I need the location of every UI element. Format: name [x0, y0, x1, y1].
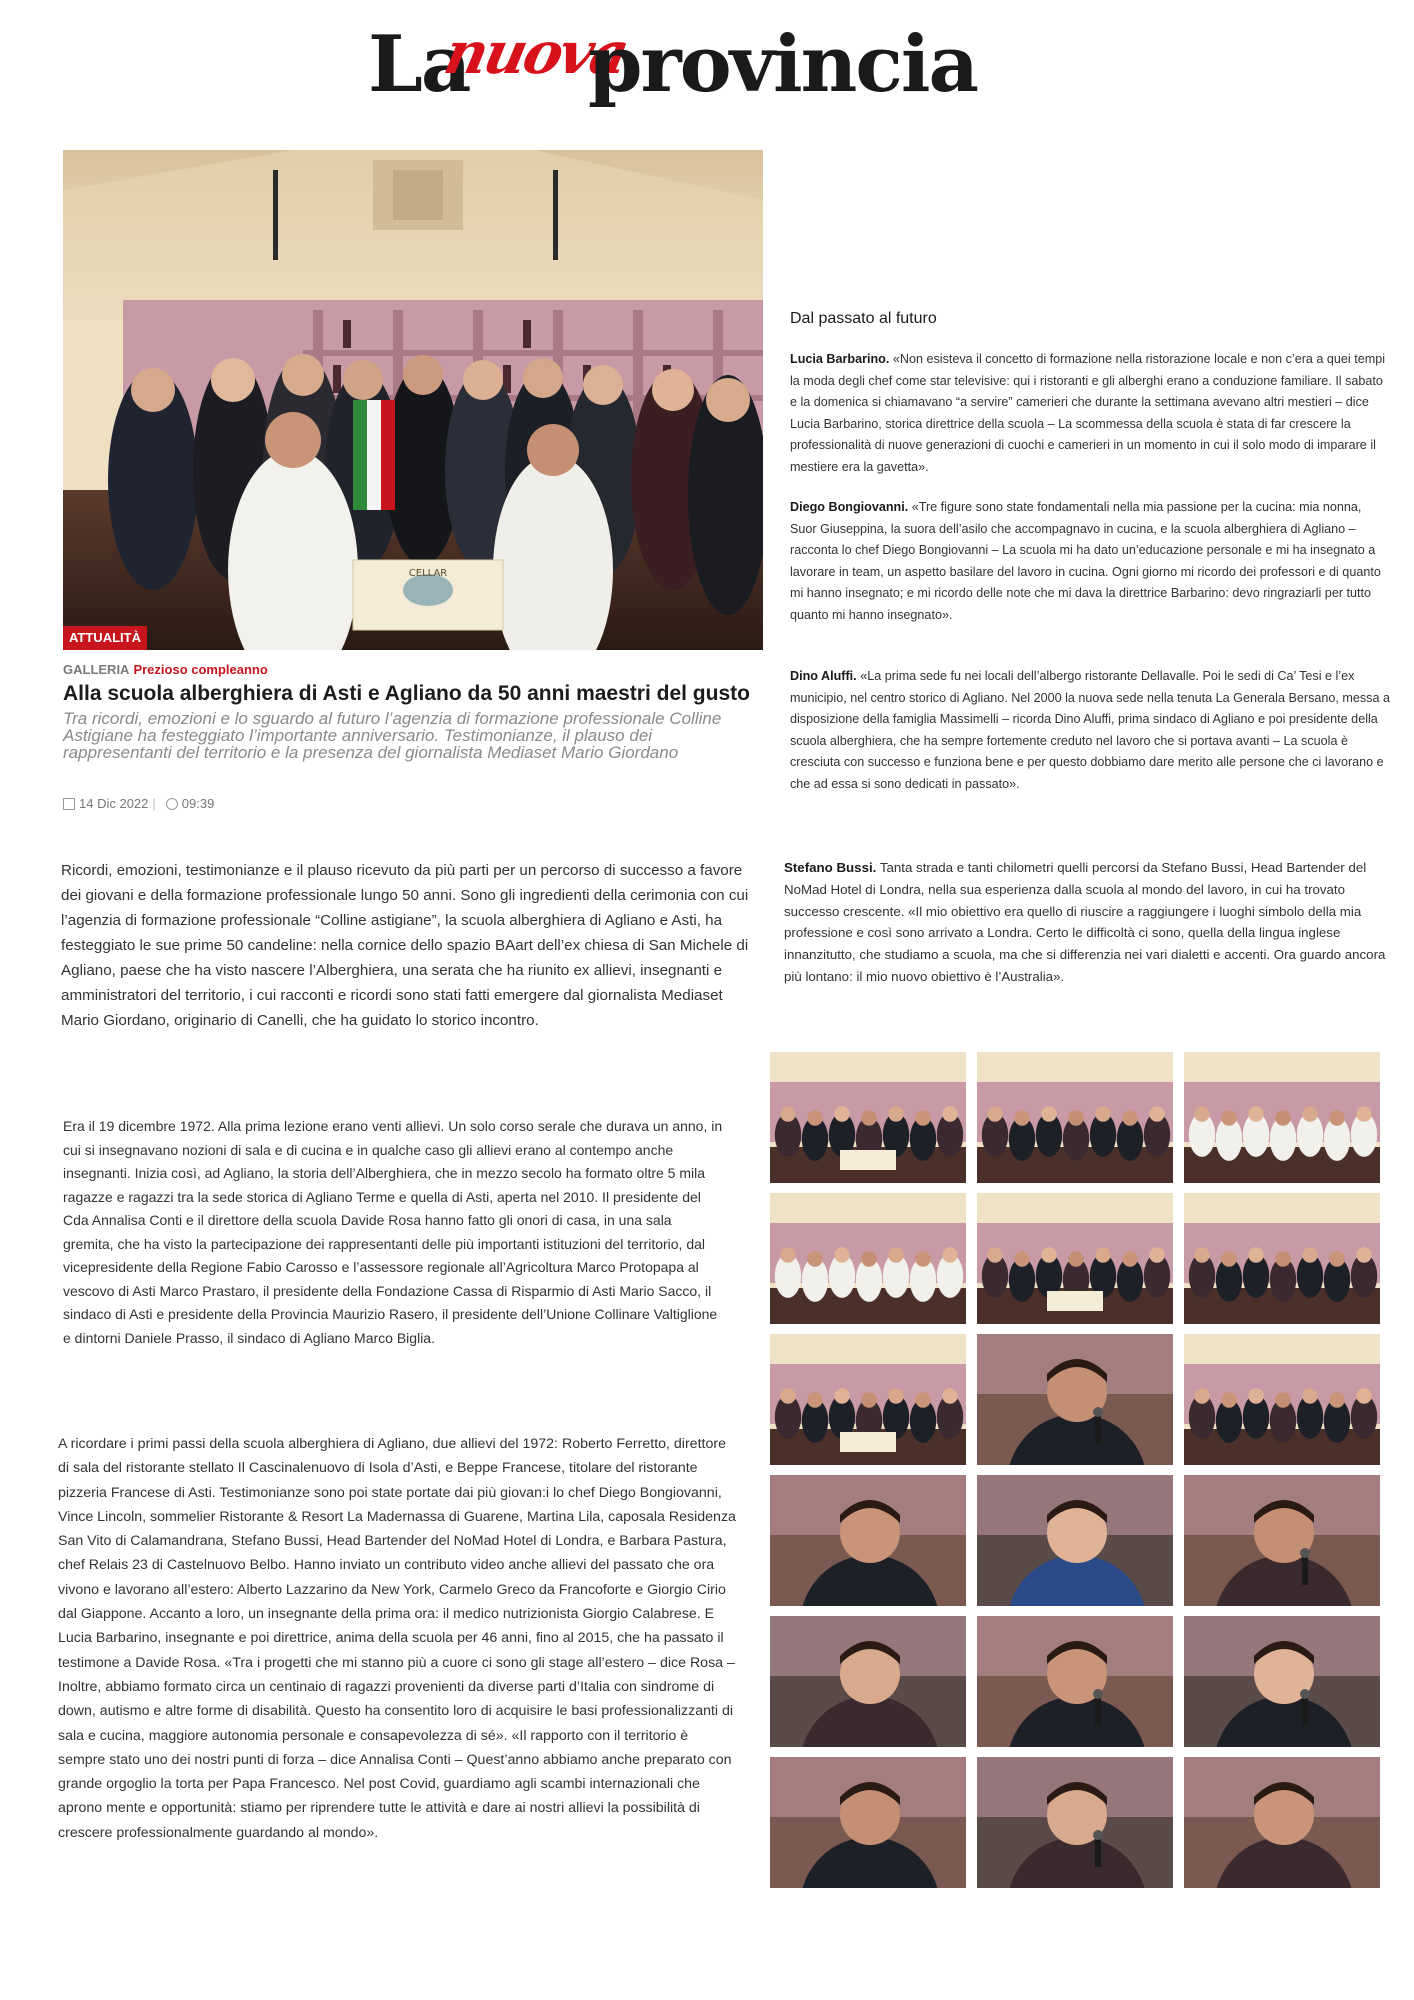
- gallery-photo: [770, 1616, 966, 1747]
- hero-photo[interactable]: [63, 150, 763, 650]
- testimony-bussi: [784, 857, 1394, 988]
- newspaper-logo[interactable]: [368, 18, 1048, 108]
- gallery-photo: [770, 1757, 966, 1888]
- gallery-photo: [1184, 1052, 1380, 1183]
- gallery-photo: [1184, 1616, 1380, 1747]
- sidebar-heading: Dal passato al futuro: [790, 310, 937, 327]
- gallery-thumbnail[interactable]: [770, 1052, 966, 1183]
- gallery-photo: [1184, 1334, 1380, 1465]
- gallery-photo: [770, 1334, 966, 1465]
- gallery-thumbnail[interactable]: [770, 1193, 966, 1324]
- logo-nuova: nuova: [438, 19, 633, 87]
- testimony-bongiovanni: [790, 497, 1390, 626]
- article-paragraph-1: Ricordi, emozioni, testimonianze e il plauso ricevuto da più parti per un percorso di successo a favore dei giovani e della formazione professionale lungo 50 anni. Sono gli ingredienti della cerimonia con cui l’agenzia di formazione professionale “Colline astigiane”, la scuola alberghiera di Agliano e Asti, ha festeggiato le sue prime 50 candeline: nella cornice dello spazio BAart dell’ex chiesa di San Michele di Agliano, paese che ha visto nascere l’Alberghiera, una serata che ha riunito ex allievi, insegnanti e amministratori del territorio, i cui racconti e ricordi sono stati fatti emergere dal giornalista Mediaset Mario Giordano, originario di Canelli, che ha guidato lo storico incontro.: [61, 862, 749, 1029]
- logo-provincia: provincia: [588, 19, 977, 110]
- testimony-aluffi: [790, 666, 1390, 795]
- testimony-barbarino: [790, 349, 1390, 478]
- gallery-thumbnail[interactable]: [1184, 1757, 1380, 1888]
- category-badge[interactable]: ATTUALITÀ: [63, 626, 147, 650]
- article-paragraph-3: A ricordare i primi passi della scuola alberghiera di Agliano, due allievi del 1972: Roberto Ferretto, direttore di sala del ristorante stellato Il Cascinalenuovo di Isola d’Asti, e Beppe Francese, titolare del ristorante pizzeria Francese di Asti. Testimonianze sono poi state portate dai più giovan:i lo chef Diego Bongiovanni, Vince Lincoln, sommelier Ristorante & Resort La Madernassa di Guarene, Martina Lila, caposala Residenza San Vito di Calamandrana, Stefano Bussi, Head Bartender del NoMad Hotel di Londra, e Barbara Pastura, chef Relais 23 di Castelnuovo Belbo. Hanno inviato un contributo video anche allievi del passato che ora vivono e lavorano all’estero: Alberto Lazzarino da New York, Carmelo Greco da Francoforte e Giorgio Cirio dal Giappone. Accanto a loro, un insegnante della prima ora: il medico nutrizionista Giorgio Calabrese. E Lucia Barbarino, insegnante e poi direttrice, anima della scuola per 46 anni, fino al 2015, che ha passato il testimone a Davide Rosa. «Tra i progetti che mi stanno più a cuore ci sono gli stage all’estero – dice Rosa – Inoltre, abbiamo formato circa un centinaio di ragazzi provenienti da diverse parti d’Italia con sindrome di down, autismo e altre forme di disabilità. Questo ha consentito loro di acquisire le basi professionalizzanti di sala e cucina, maggiore autonomia personale e consapevolezza di sé». «Il rapporto con il territorio è sempre stato uno dei nostri punti di forza – dice Annalisa Conti – Quest’anno abbiamo anche preparato con grande orgoglio la torta per Papa Francesco. Nel post Covid, guardiamo agli scambi internazionali che aprono mente e opportunità: stiamo per riprendere tutte le attività e dare ai nostri allievi la possibilità di crescere professionalmente guardando al mondo».: [58, 1436, 736, 1841]
- testimony-name: Diego Bongiovanni.: [790, 500, 909, 514]
- testimony-text: «Non esisteva il concetto di formazione nella ristorazione locale e non c’era a quei tempi la moda degli chef come star televisive: qui i ristoranti e gli alberghi erano a conduzione familiare. Il sabato e la domenica si chiamavano “a servire” camerieri che durante la settimana avevano altri mestieri – dice Lucia Barbarino, storica direttrice della scuola – La scommessa della scuola è stata di far crescere la professionalità di nuove generazioni di cuochi e camerieri in un momento in cui il solo modo di imparare il mestiere era la gavetta».: [790, 352, 1386, 474]
- gallery-thumbnail[interactable]: [770, 1757, 966, 1888]
- gallery-thumbnail[interactable]: [977, 1616, 1173, 1747]
- gallery-photo: [977, 1052, 1173, 1183]
- gallery-photo: [770, 1052, 966, 1183]
- gallery-photo: [1184, 1193, 1380, 1324]
- gallery-thumbnail[interactable]: [1184, 1616, 1380, 1747]
- gallery-photo: [977, 1193, 1173, 1324]
- clock-icon: [166, 798, 178, 810]
- logo-la: La: [368, 19, 470, 110]
- gallery-thumbnail[interactable]: [1184, 1334, 1380, 1465]
- gallery-photo: [770, 1475, 966, 1606]
- gallery-thumbnail[interactable]: [1184, 1052, 1380, 1183]
- gallery-photo: [1184, 1757, 1380, 1888]
- gallery-thumbnail[interactable]: [770, 1616, 966, 1747]
- gallery-photo: [770, 1193, 966, 1324]
- article-paragraph-2: Era il 19 dicembre 1972. Alla prima lezione erano venti allievi. Un solo corso serale che durava un anno, in cui si insegnavano nozioni di sala e di cucina e in qualche caso gli allievi erano al contempo anche insegnanti. Inizia così, ad Agliano, la storia dell’Alberghiera, che in mezzo secolo ha formato oltre 5 mila ragazze e ragazzi tra la sede storica di Agliano Terme e quella di Asti, aperta nel 2010. Il presidente del Cda Annalisa Conti e il direttore della scuola Davide Rosa hanno fatto gli onori di casa, in una sala gremita, che ha visto la partecipazione dei rappresentanti delle più importanti istituzioni del territorio, dal vicepresidente della Regione Fabio Carosso e l’assessore regionale all’Agricoltura Marco Protopapa al vescovo di Asti Marco Prastaro, il presidente della Fondazione Cassa di Risparmio di Asti Mario Sacco, il sindaco di Asti e presidente della Provincia Maurizio Rasero, il presidente dell’Unione Collinare Valtiglione e dintorni Daniele Prasso, il sindaco di Agliano Marco Biglia.: [63, 1118, 723, 1346]
- gallery-thumbnail[interactable]: [770, 1475, 966, 1606]
- gallery-photo: [977, 1757, 1173, 1888]
- cake-text: CELLAR: [408, 568, 448, 579]
- testimony-text: Tanta strada e tanti chilometri quelli percorsi da Stefano Bussi, Head Bartender del NoMad Hotel di Londra, nella sua esperienza dalla scuola al mondo del lavoro, in cui ha trovato successo crescente. «Il mio obiettivo era quello di riuscire a raggiungere i luoghi simbolo della mia professione e così sono arrivato a Londra. Certo le difficoltà ci sono, quella della lingua inglese innanzitutto, che studiamo a scuola, ma che si differenzia nei vari dialetti e accenti. Ora guardo ancora più lontano: il mio nuovo obiettivo è l’Australia».: [784, 860, 1386, 984]
- gallery-thumbnail[interactable]: [1184, 1193, 1380, 1324]
- hero-photo-image: [63, 150, 763, 650]
- gallery-thumbnail[interactable]: [1184, 1475, 1380, 1606]
- kicker-section[interactable]: GALLERIA: [63, 662, 130, 677]
- gallery-photo: [1184, 1475, 1380, 1606]
- masthead: [0, 18, 1414, 108]
- gallery-thumbnail[interactable]: [770, 1334, 966, 1465]
- gallery-photo: [977, 1616, 1173, 1747]
- testimony-text: «Tre figure sono state fondamentali nella mia passione per la cucina: mia nonna, Suor Giuseppina, la suora dell’asilo che accompagnavo in cucina, e la scuola alberghiera di Agliano – racconta lo chef Diego Bongiovanni – La scuola mi ha dato un’educazione personale e mi ha insegnato a lavorare in team, un aspetto basilare del lavoro in cucina. Ogni giorno mi ricordo dei professori e di quanto mi hanno insegnato; e mi ricordo delle note che mi dava la direttrice Barbarino: devo ringraziarli per tutto quanto mi hanno insegnato».: [790, 500, 1381, 622]
- gallery-photo: [977, 1334, 1173, 1465]
- gallery-thumbnail[interactable]: [977, 1757, 1173, 1888]
- testimony-name: Lucia Barbarino.: [790, 352, 890, 366]
- gallery-thumbnail[interactable]: [977, 1475, 1173, 1606]
- gallery-thumbnail[interactable]: [977, 1052, 1173, 1183]
- calendar-icon: [63, 798, 75, 810]
- kicker-tag[interactable]: Prezioso compleanno: [133, 662, 268, 677]
- gallery-thumbnail[interactable]: [977, 1193, 1173, 1324]
- article-kicker: [63, 662, 268, 677]
- gallery-thumbnail[interactable]: [977, 1334, 1173, 1465]
- testimony-name: Stefano Bussi.: [784, 860, 877, 875]
- testimony-name: Dino Aluffi.: [790, 669, 857, 683]
- article-time: 09:39: [181, 796, 215, 812]
- article-summary: Tra ricordi, emozioni e lo sguardo al futuro l’agenzia di formazione professionale Colline Astigiane ha festeggiato l’importante anniversario. Testimonianze, il plauso dei rappresentanti del territorio e la presenza del giornalista Mediaset Mario Giordano: [63, 709, 722, 762]
- article-meta: 14 Dic 2022 | 09:39: [63, 795, 214, 811]
- gallery-photo: [977, 1475, 1173, 1606]
- testimony-text: «La prima sede fu nei locali dell’albergo ristorante Dellavalle. Poi le sedi di Ca’ Tesi e l’ex municipio, nel centro storico di Agliano. Nel 2000 la nuova sede nella tenuta La Generala Bersano, messa a disposizione della famiglia Massimelli – ricorda Dino Aluffi, prima sindaco di Agliano e poi presidente della scuola alberghiera, che ha sempre fortemente creduto nel lavoro che si portava avanti – La scuola è cresciuta con successo e funziona bene e per questo dobbiamo dare merito alle persone che ci lavorano e che ad essa si sono dedicati in passato».: [790, 669, 1390, 791]
- article-date: 14 Dic 2022: [79, 796, 149, 812]
- article-title: Alla scuola alberghiera di Asti e Agliano da 50 anni maestri del gusto: [63, 682, 750, 705]
- photo-gallery: [770, 1052, 1382, 1882]
